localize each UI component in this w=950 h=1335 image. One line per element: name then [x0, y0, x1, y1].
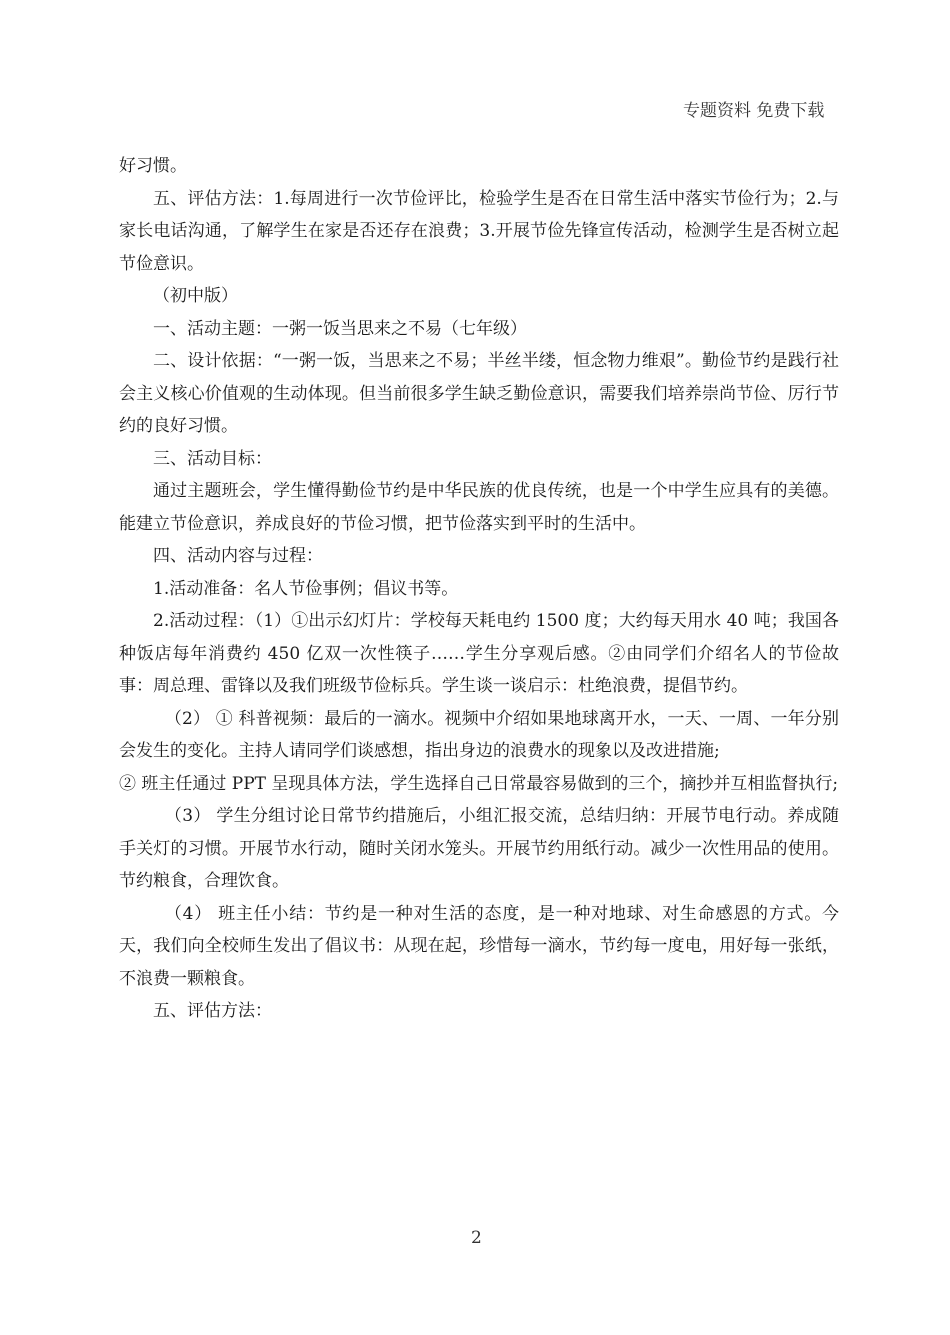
paragraph-process: 2.活动过程：（1）①出示幻灯片：学校每天耗电约 1500 度；大约每天用水 40 吨；我国各种饭店每年消费约 450 亿双一次性筷子……学生分享观后感。②由同学们介绍名人的节俭故事：周总理、雷锋以及我们班级节俭标兵。学生谈一谈启示：杜绝浪费，提倡节约。 — [119, 611, 839, 696]
paragraph-content-heading: 四、活动内容与过程： — [153, 546, 323, 566]
page-number: 2 — [471, 1228, 482, 1248]
paragraph-evaluation-heading: 五、评估方法： — [153, 1001, 272, 1021]
paragraph-process-step-3: （3） 学生分组讨论日常节约措施后，小组汇报交流，总结归纳：开展节电行动。养成随手关灯的习惯。开展节水行动，随时关闭水笼头。开展节约用纸行动。减少一次性用品的使用。节约粮食，合理饮食。 — [119, 806, 839, 891]
paragraph-goals: 通过主题班会，学生懂得勤俭节约是中华民族的优良传统，也是一个中学生应具有的美德。能建立节俭意识，养成良好的节俭习惯，把节俭落实到平时的生活中。 — [119, 481, 839, 534]
paragraph-process-step-2b: ② 班主任通过 PPT 呈现具体方法，学生选择自己日常最容易做到的三个，摘抄并互相监督执行; — [119, 773, 839, 794]
paragraph-continuation: 好习惯。 — [119, 156, 187, 176]
page-header: 专题资料 免费下载 — [683, 101, 825, 121]
paragraph-goals-heading: 三、活动目标： — [153, 448, 272, 469]
document-body — [119, 150, 839, 1028]
paragraph-process-step-4: （4） 班主任小结：节约是一种对生活的态度，是一种对地球、对生命感恩的方式。今天，我们向全校师生发出了倡议书：从现在起，珍惜每一滴水，节约每一度电，用好每一张纸，不浪费一颗粮食。 — [119, 903, 839, 989]
paragraph-edition-label: （初中版） — [153, 286, 238, 306]
paragraph-process-step-2: （2） ① 科普视频：最后的一滴水。视频中介绍如果地球离开水，一天、一周、一年分别会发生的变化。主持人请同学们谈感想，指出身边的浪费水的现象以及改进措施; — [119, 708, 839, 761]
paragraph-design-basis: 二、设计依据：“一粥一饭，当思来之不易；半丝半缕，恒念物力维艰”。勤俭节约是践行社会主义核心价值观的生动体现。但当前很多学生缺乏勤俭意识，需要我们培养崇尚节俭、厉行节约的良好习惯。 — [119, 351, 839, 436]
paragraph-preparation: 1.活动准备：名人节俭事例；倡议书等。 — [153, 578, 459, 599]
paragraph-activity-theme: 一、活动主题：一粥一饭当思来之不易（七年级） — [153, 318, 527, 339]
paragraph-evaluation-method: 五、评估方法：1.每周进行一次节俭评比，检验学生是否在日常生活中落实节俭行为；2.与家长电话沟通，了解学生在家是否还存在浪费；3.开展节俭先锋宣传活动，检测学生是否树立起节俭意识。 — [119, 188, 839, 274]
